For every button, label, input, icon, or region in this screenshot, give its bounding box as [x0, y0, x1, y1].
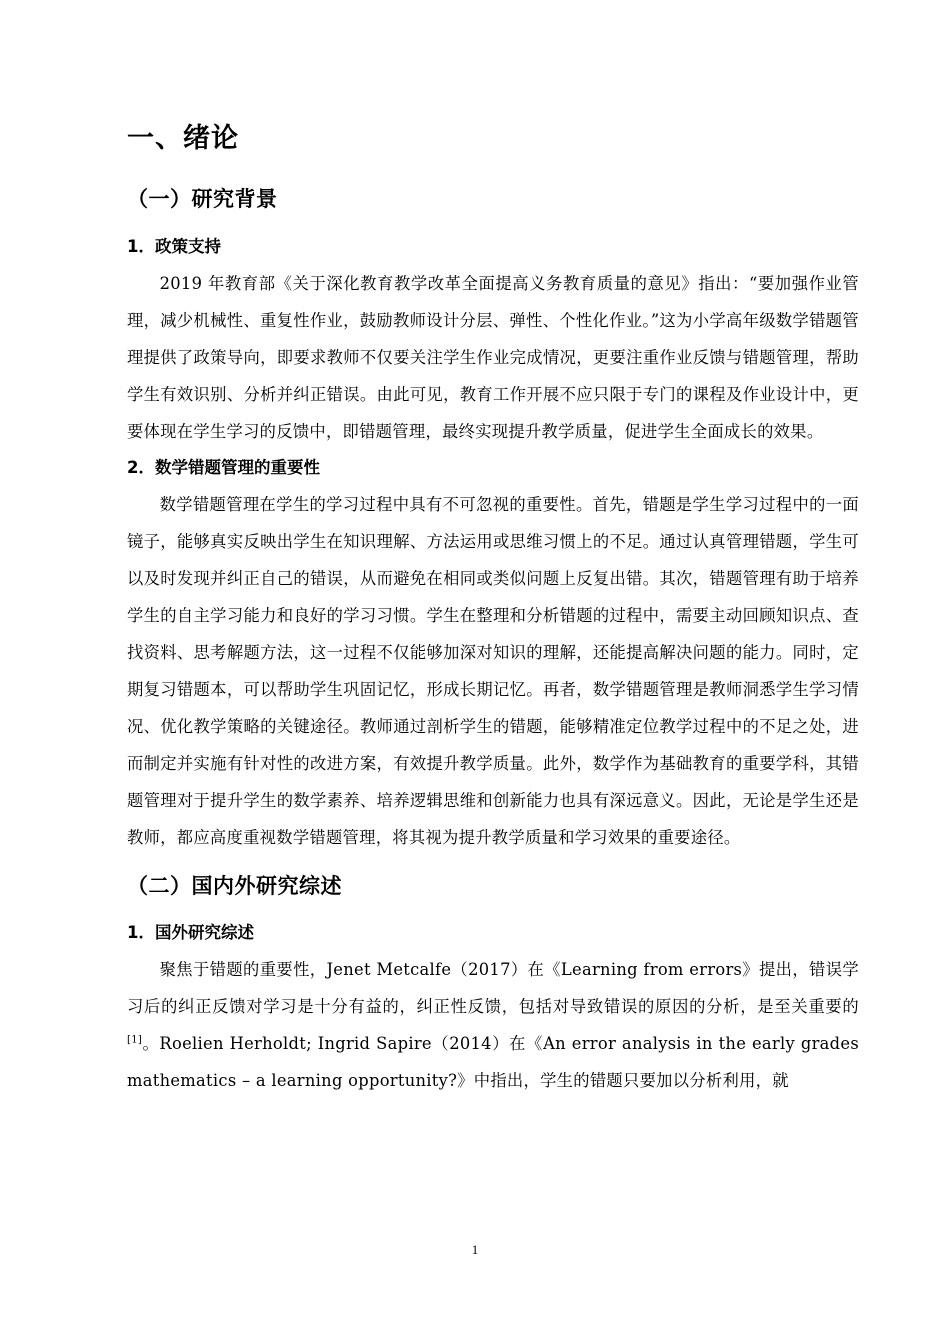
page-content	[127, 118, 859, 1099]
paragraph-text-part2: 。Roelien Herholdt; Ingrid Sapire（2014）在《An error analysis in the early grades mathematics – a learning opportunity?》中指出，学生的错题只要加以分析利用，就	[127, 1034, 859, 1090]
paragraph-text-part1: 聚焦于错题的重要性，Jenet Metcalfe（2017）在《Learning from errors》提出，错误学习后的纠正反馈对学习是十分有益的，纠正性反馈，包括对导致错误的原因的分析，是至关重要的	[127, 960, 859, 1016]
subsection-heading-policy-support: 1．政策支持	[127, 237, 221, 256]
section-heading-research-background: （一）研究背景	[127, 187, 278, 211]
section-heading-literature-review: （二）国内外研究综述	[127, 874, 342, 898]
page-number: 1	[471, 1242, 479, 1257]
paragraph-policy-support: 2019 年教育部《关于深化教育教学改革全面提高义务教育质量的意见》指出：“要加强作业管理，减少机械性、重复性作业，鼓励教师设计分层、弹性、个性化作业。”这为小学高年级数学错题管理提供了政策导向，即要求教师不仅要关注学生作业完成情况，更要注重作业反馈与错题管理，帮助学生有效识别、分析并纠正错误。由此可见，教育工作开展不应只限于专门的课程及作业设计中，更要体现在学生学习的反馈中，即错题管理，最终实现提升教学质量，促进学生全面成长的效果。	[127, 274, 859, 441]
paragraph-error-management-importance: 数学错题管理在学生的学习过程中具有不可忽视的重要性。首先，错题是学生学习过程中的一面镜子，能够真实反映出学生在知识理解、方法运用或思维习惯上的不足。通过认真管理错题，学生可以及时发现并纠正自己的错误，从而避免在相同或类似问题上反复出错。其次，错题管理有助于培养学生的自主学习能力和良好的学习习惯。学生在整理和分析错题的过程中，需要主动回顾知识点、查找资料、思考解题方法，这一过程不仅能够加深对知识的理解，还能提高解决问题的能力。同时，定期复习错题本，可以帮助学生巩固记忆，形成长期记忆。再者，数学错题管理是教师洞悉学生学习情况、优化教学策略的关键途径。教师通过剖析学生的错题，能够精准定位教学过程中的不足之处，进而制定并实施有针对性的改进方案，有效提升教学质量。此外，数学作为基础教育的重要学科，其错题管理对于提升学生的数学素养、培养逻辑思维和创新能力也具有深远意义。因此，无论是学生还是教师，都应高度重视数学错题管理，将其视为提升教学质量和学习效果的重要途径。	[127, 495, 859, 847]
subsection-heading-error-management-importance: 2．数学错题管理的重要性	[127, 458, 320, 477]
chapter-title: 一、绪论	[127, 123, 239, 154]
subsection-heading-foreign-research: 1．国外研究综述	[127, 923, 254, 942]
paragraph-foreign-research	[127, 951, 859, 1099]
citation-marker: [1]	[127, 1034, 143, 1046]
